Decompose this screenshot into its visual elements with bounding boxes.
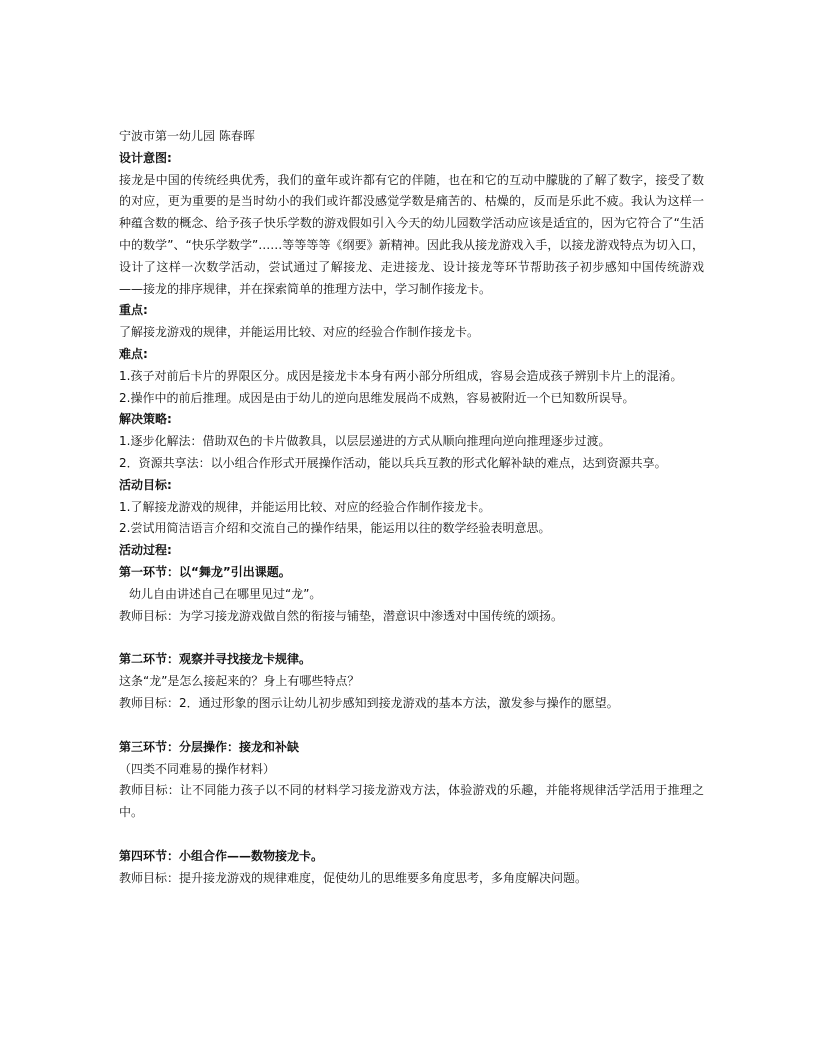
step3-teacher-goal: 教师目标：让不同能力孩子以不同的材料学习接龙游戏方法，体验游戏的乐趣，并能将规律活学活用于推理之中。 bbox=[119, 783, 704, 820]
spacer bbox=[119, 627, 704, 649]
design-heading: 设计意图: bbox=[119, 150, 172, 165]
step3-title: 第三环节：分层操作：接龙和补缺 bbox=[119, 739, 300, 754]
step4-title: 第四环节：小组合作——数物接龙卡。 bbox=[119, 848, 324, 863]
step3-line: （四类不同难易的操作材料） bbox=[119, 761, 276, 776]
author-line: 宁波市第一幼儿园 陈春晖 bbox=[119, 129, 255, 143]
spacer bbox=[119, 824, 704, 846]
focus-text: 了解接龙游戏的规律，并能运用比较、对应的经验合作制作接龙卡。 bbox=[119, 325, 480, 340]
design-paragraph: 接龙是中国的传统经典优秀，我们的童年或许都有它的伴随，也在和它的互动中朦胧的了解了数字，接受了数的对应，更为重要的是当时幼小的我们或许都没感觉学数是痛苦的、枯燥的，反而是乐此不疲。我认为这样一种蕴含数的概念、给予孩子快乐学数的游戏假如引入今天的幼儿园数学活动应该是适宜的，因为它符合了“生活中的数学”、“快乐学数学”……等等等等《纲要》新精神。因此我从接龙游戏入手，以接龙游戏特点为切入口，设计了这样一次数学活动，尝试通过了解接龙、走进接龙、设计接龙等环节帮助孩子初步感知中国传统游戏——接龙的排序规律，并在探索简单的推理方法中，学习制作接龙卡。 bbox=[119, 172, 704, 296]
step1-title: 第一环节：以“舞龙”引出课题。 bbox=[119, 564, 291, 579]
step1-teacher-goal: 教师目标：为学习接龙游戏做自然的衔接与铺垫，潜意识中渗透对中国传统的颂扬。 bbox=[119, 608, 564, 623]
spacer bbox=[119, 715, 704, 737]
strategy-item: 1.逐步化解法：借助双色的卡片做教具，以层层递进的方式从顺向推理向逆向推理逐步过渡。 bbox=[119, 434, 611, 449]
step2-line: 这条“龙”是怎么接起来的？身上有哪些特点？ bbox=[119, 674, 360, 689]
goal-item: 1.了解接龙游戏的规律，并能运用比较、对应的经验合作制作接龙卡。 bbox=[119, 499, 491, 514]
strategy-heading: 解决策略: bbox=[119, 412, 172, 427]
process-heading: 活动过程: bbox=[119, 543, 172, 558]
difficulty-item: 1.孩子对前后卡片的界限区分。成因是接龙卡本身有两小部分所组成，容易会造成孩子辨别卡片上的混淆。 bbox=[119, 368, 683, 383]
goals-heading: 活动目标: bbox=[119, 477, 172, 492]
step2-title: 第二环节：观察并寻找接龙卡规律。 bbox=[119, 652, 312, 667]
goal-item: 2.尝试用简洁语言介绍和交流自己的操作结果，能运用以往的数学经验表明意思。 bbox=[119, 521, 551, 536]
focus-heading: 重点: bbox=[119, 303, 148, 318]
step4-teacher-goal: 教师目标：提升接龙游戏的规律难度，促使幼儿的思维要多角度思考，多角度解决问题。 bbox=[119, 870, 588, 885]
strategy-item: 2．资源共享法：以小组合作形式开展操作活动，能以兵兵互教的形式化解补缺的难点，达到资源共享。 bbox=[119, 455, 667, 470]
step2-teacher-goal: 教师目标：2．通过形象的图示让幼儿初步感知到接龙游戏的基本方法，激发参与操作的愿望。 bbox=[119, 695, 619, 710]
step1-line: 幼儿自由讲述自己在哪里见过“龙”。 bbox=[129, 586, 322, 601]
difficulty-item: 2.操作中的前后推理。成因是由于幼儿的逆向思维发展尚不成熟，容易被附近一个已知数所误导。 bbox=[119, 390, 635, 405]
document-page bbox=[119, 126, 704, 890]
difficulty-heading: 难点: bbox=[119, 346, 148, 361]
